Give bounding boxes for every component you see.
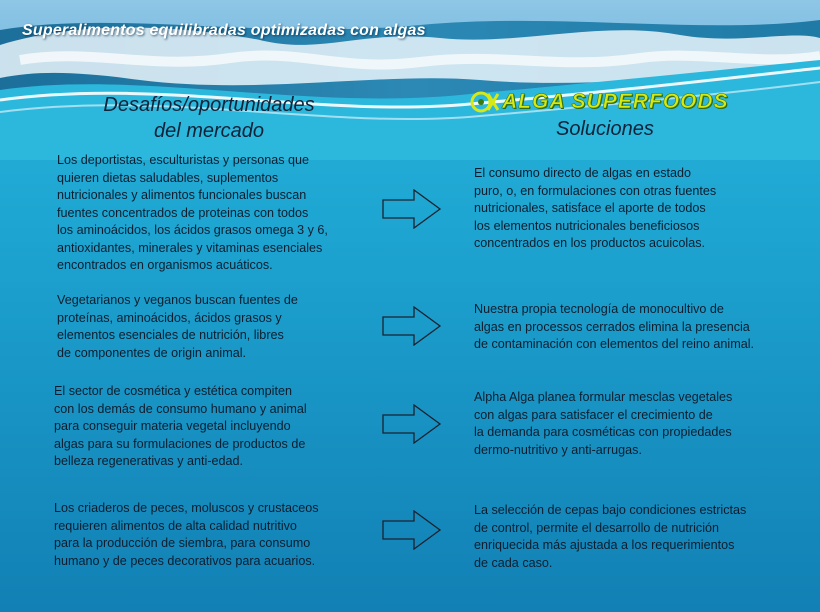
text-line: dermo-nutritivo y anti-arrugas. [474, 442, 642, 457]
alpha-alga-logo-mark-icon [470, 88, 500, 116]
text-line: El sector de cosmética y estética compiten [54, 384, 292, 398]
challenge-paragraph [54, 500, 374, 570]
text-line: puro, o, en formulaciones con otras fuentes [474, 183, 717, 198]
right-arrow-icon [382, 189, 442, 229]
text-line: El consumo directo de algas en estado [474, 166, 692, 180]
challenges-heading [84, 92, 334, 144]
text-line: para conseguir materia vegetal incluyendo [54, 419, 291, 433]
text-line: nutricionales y alimentos funcionales buscan [57, 188, 307, 202]
logo-wordmark: ALGA SUPERFOODS [502, 90, 729, 113]
text-line: los aminoácidos, los ácidos grasos omega 3 y 6, [57, 223, 328, 237]
text-line: proteínas, aminoácidos, ácidos grasos y [57, 310, 282, 325]
text-line: con los demás de consumo humano y animal [54, 401, 307, 416]
right-arrow-icon [382, 404, 442, 444]
text-line: quieren dietas saludables, suplementos [57, 170, 279, 185]
text-line: con algas para satisfacer el crecimiento de [474, 407, 713, 422]
text-line: la demanda para cosméticas con propiedades [474, 425, 732, 439]
text-line: fuentes concentrados de proteinas con todos [57, 205, 309, 220]
text-line: algas en processos cerrados elimina la presencia [474, 319, 750, 334]
text-line: elementos esenciales de nutrición, libres [57, 328, 284, 342]
alga-superfoods-logo [470, 88, 760, 116]
text-line: de control, permite el desarrollo de nutrición [474, 520, 720, 535]
solution-paragraph [474, 389, 809, 459]
text-line: los elementos nutricionales beneficiosos [474, 218, 700, 233]
text-line: nutricionales, satisface el aporte de todos [474, 201, 706, 215]
challenge-paragraph [54, 383, 374, 471]
challenge-paragraph [57, 292, 377, 362]
challenges-heading-line: Desafíos/oportunidades [103, 94, 315, 116]
text-line: Nuestra propia tecnología de monocultivo de [474, 302, 724, 316]
text-line: La selección de cepas bajo condiciones estrictas [474, 503, 747, 517]
text-line: concentrados en los productos acuicolas. [474, 236, 706, 250]
text-line: enriquecida más ajustada a los requerimientos [474, 538, 735, 552]
right-arrow-icon [382, 510, 442, 550]
text-line: encontrados en organismos acuáticos. [57, 258, 273, 272]
text-line: de contaminación con elementos del reino animal. [474, 337, 755, 351]
challenges-heading-line: del mercado [153, 120, 265, 142]
text-line: humano y de peces decorativos para acuarios. [54, 553, 316, 568]
text-line: algas para su formulaciones de productos de [54, 436, 306, 451]
text-line: de cada caso. [474, 555, 553, 570]
solution-paragraph [474, 165, 809, 253]
text-line: de componentes de origin animal. [57, 345, 247, 360]
solution-paragraph [474, 301, 814, 354]
text-line: Vegetarianos y veganos buscan fuentes de [57, 293, 298, 307]
solutions-heading: Soluciones [556, 118, 654, 140]
text-line: Los criaderos de peces, moluscos y crustaceos [54, 501, 319, 515]
text-line: Los deportistas, esculturistas y personas que [57, 153, 310, 167]
text-line: requieren alimentos de alta calidad nutritivo [54, 518, 297, 533]
text-line: para la producción de siembra, para consumo [54, 536, 311, 550]
text-line: Alpha Alga planea formular mesclas vegetales [474, 390, 733, 404]
right-arrow-icon [382, 306, 442, 346]
slide-title: Superalimentos equilibradas optimizadas con algas [22, 22, 426, 39]
challenge-paragraph [57, 152, 377, 275]
text-line: antioxidantes, minerales y vitaminas esenciales [57, 240, 323, 255]
text-line: belleza regenerativas y anti-edad. [54, 454, 244, 468]
solution-paragraph [474, 502, 809, 572]
